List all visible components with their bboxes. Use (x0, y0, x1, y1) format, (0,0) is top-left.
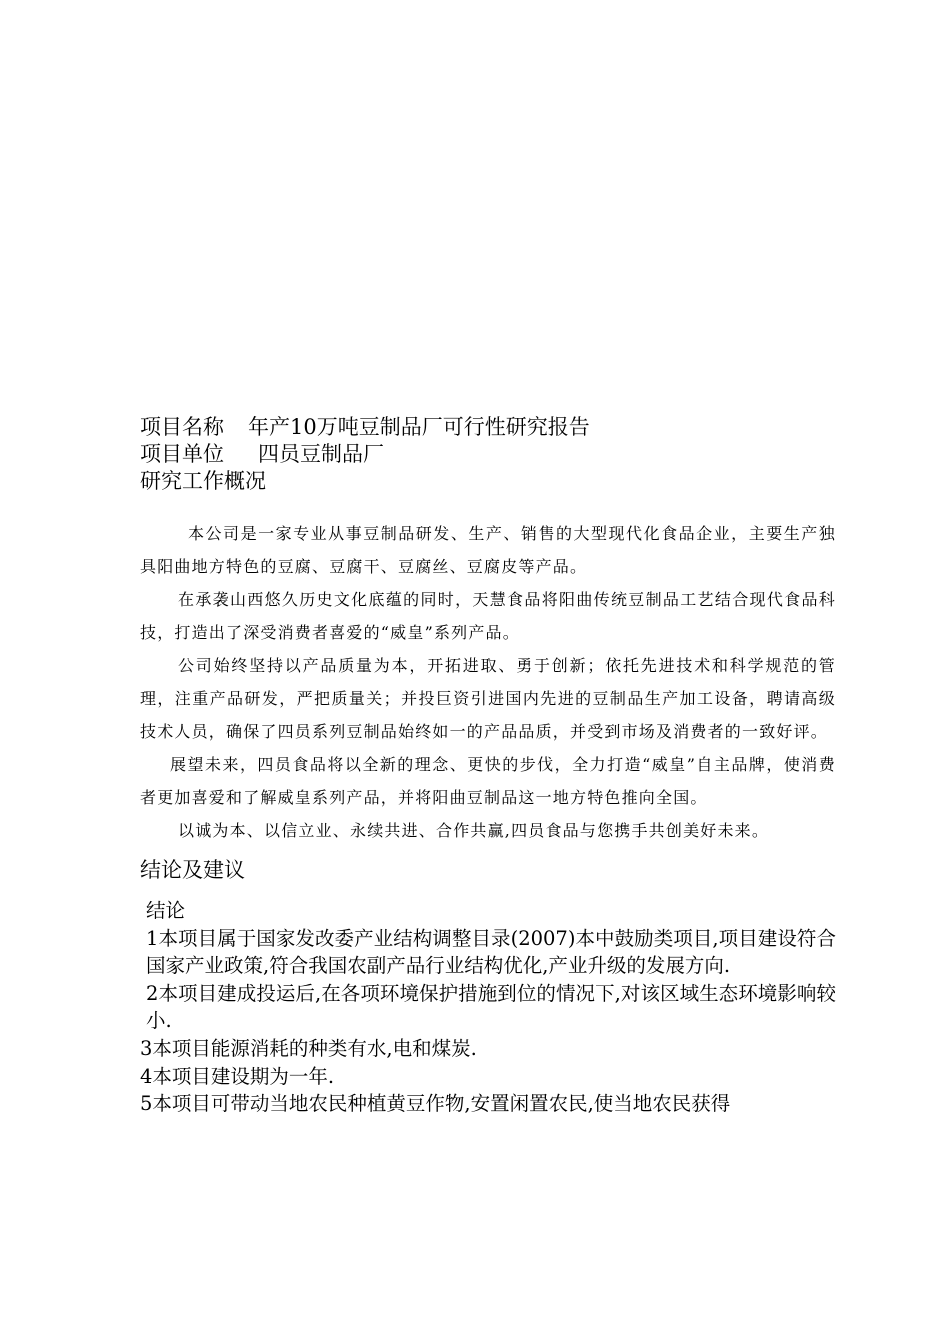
project-name-value: 年产10万吨豆制品厂可行性研究报告 (248, 415, 590, 439)
project-unit-line (140, 441, 836, 468)
conclusions-subheading: 结论 (146, 899, 186, 922)
conclusion-item: 3本项目能源消耗的种类有水,电和煤炭. (140, 1036, 477, 1060)
project-unit-value: 四员豆制品厂 (258, 442, 384, 466)
document-content (140, 414, 836, 1118)
intro-paragraph: 本公司是一家专业从事豆制品研发、生产、销售的大型现代化食品企业，主要生产独具阳曲地方特色的豆腐、豆腐干、豆腐丝、豆腐皮等产品。 (140, 524, 836, 576)
intro-section (140, 517, 836, 847)
conclusion-item: 5本项目可带动当地农民种植黄豆作物,安置闲置农民,使当地农民获得 (140, 1092, 731, 1116)
project-unit-label: 项目单位 (140, 442, 224, 466)
overview-heading: 研究工作概况 (140, 469, 266, 493)
intro-paragraph: 展望未来，四员食品将以全新的理念、更快的步伐，全力打造“威皇”自主品牌，使消费者更加喜爱和了解威皇系列产品，并将阳曲豆制品这一地方特色推向全国。 (140, 755, 836, 807)
conclusion-item: 2本项目建成投运后,在各项环境保护措施到位的情况下,对该区域生态环境影响较小. (146, 981, 836, 1033)
conclusion-item: 1本项目属于国家发改委产业结构调整目录(2007)本中鼓励类项目,项目建设符合国家产业政策,符合我国农副产品行业结构优化,产业升级的发展方向. (146, 926, 836, 978)
intro-paragraph: 在承袭山西悠久历史文化底蕴的同时，天慧食品将阳曲传统豆制品工艺结合现代食品科技，打造出了深受消费者喜爱的“威皇”系列产品。 (140, 590, 836, 642)
conclusions-heading: 结论及建议 (140, 858, 245, 882)
conclusion-item: 4本项目建设期为一年. (140, 1064, 335, 1088)
conclusions-list (140, 897, 836, 1118)
intro-paragraph: 公司始终坚持以产品质量为本，开拓进取、勇于创新；依托先进技术和科学规范的管理，注重产品研发，严把质量关；并投巨资引进国内先进的豆制品生产加工设备，聘请高级技术人员，确保了四员系列豆制品始终如一的产品品质，并受到市场及消费者的一致好评。 (140, 656, 836, 741)
intro-paragraph: 以诚为本、以信立业、永续共进、合作共赢,四员食品与您携手共创美好未来。 (178, 821, 770, 840)
project-name-line (140, 414, 836, 441)
project-name-label: 项目名称 (140, 415, 224, 439)
